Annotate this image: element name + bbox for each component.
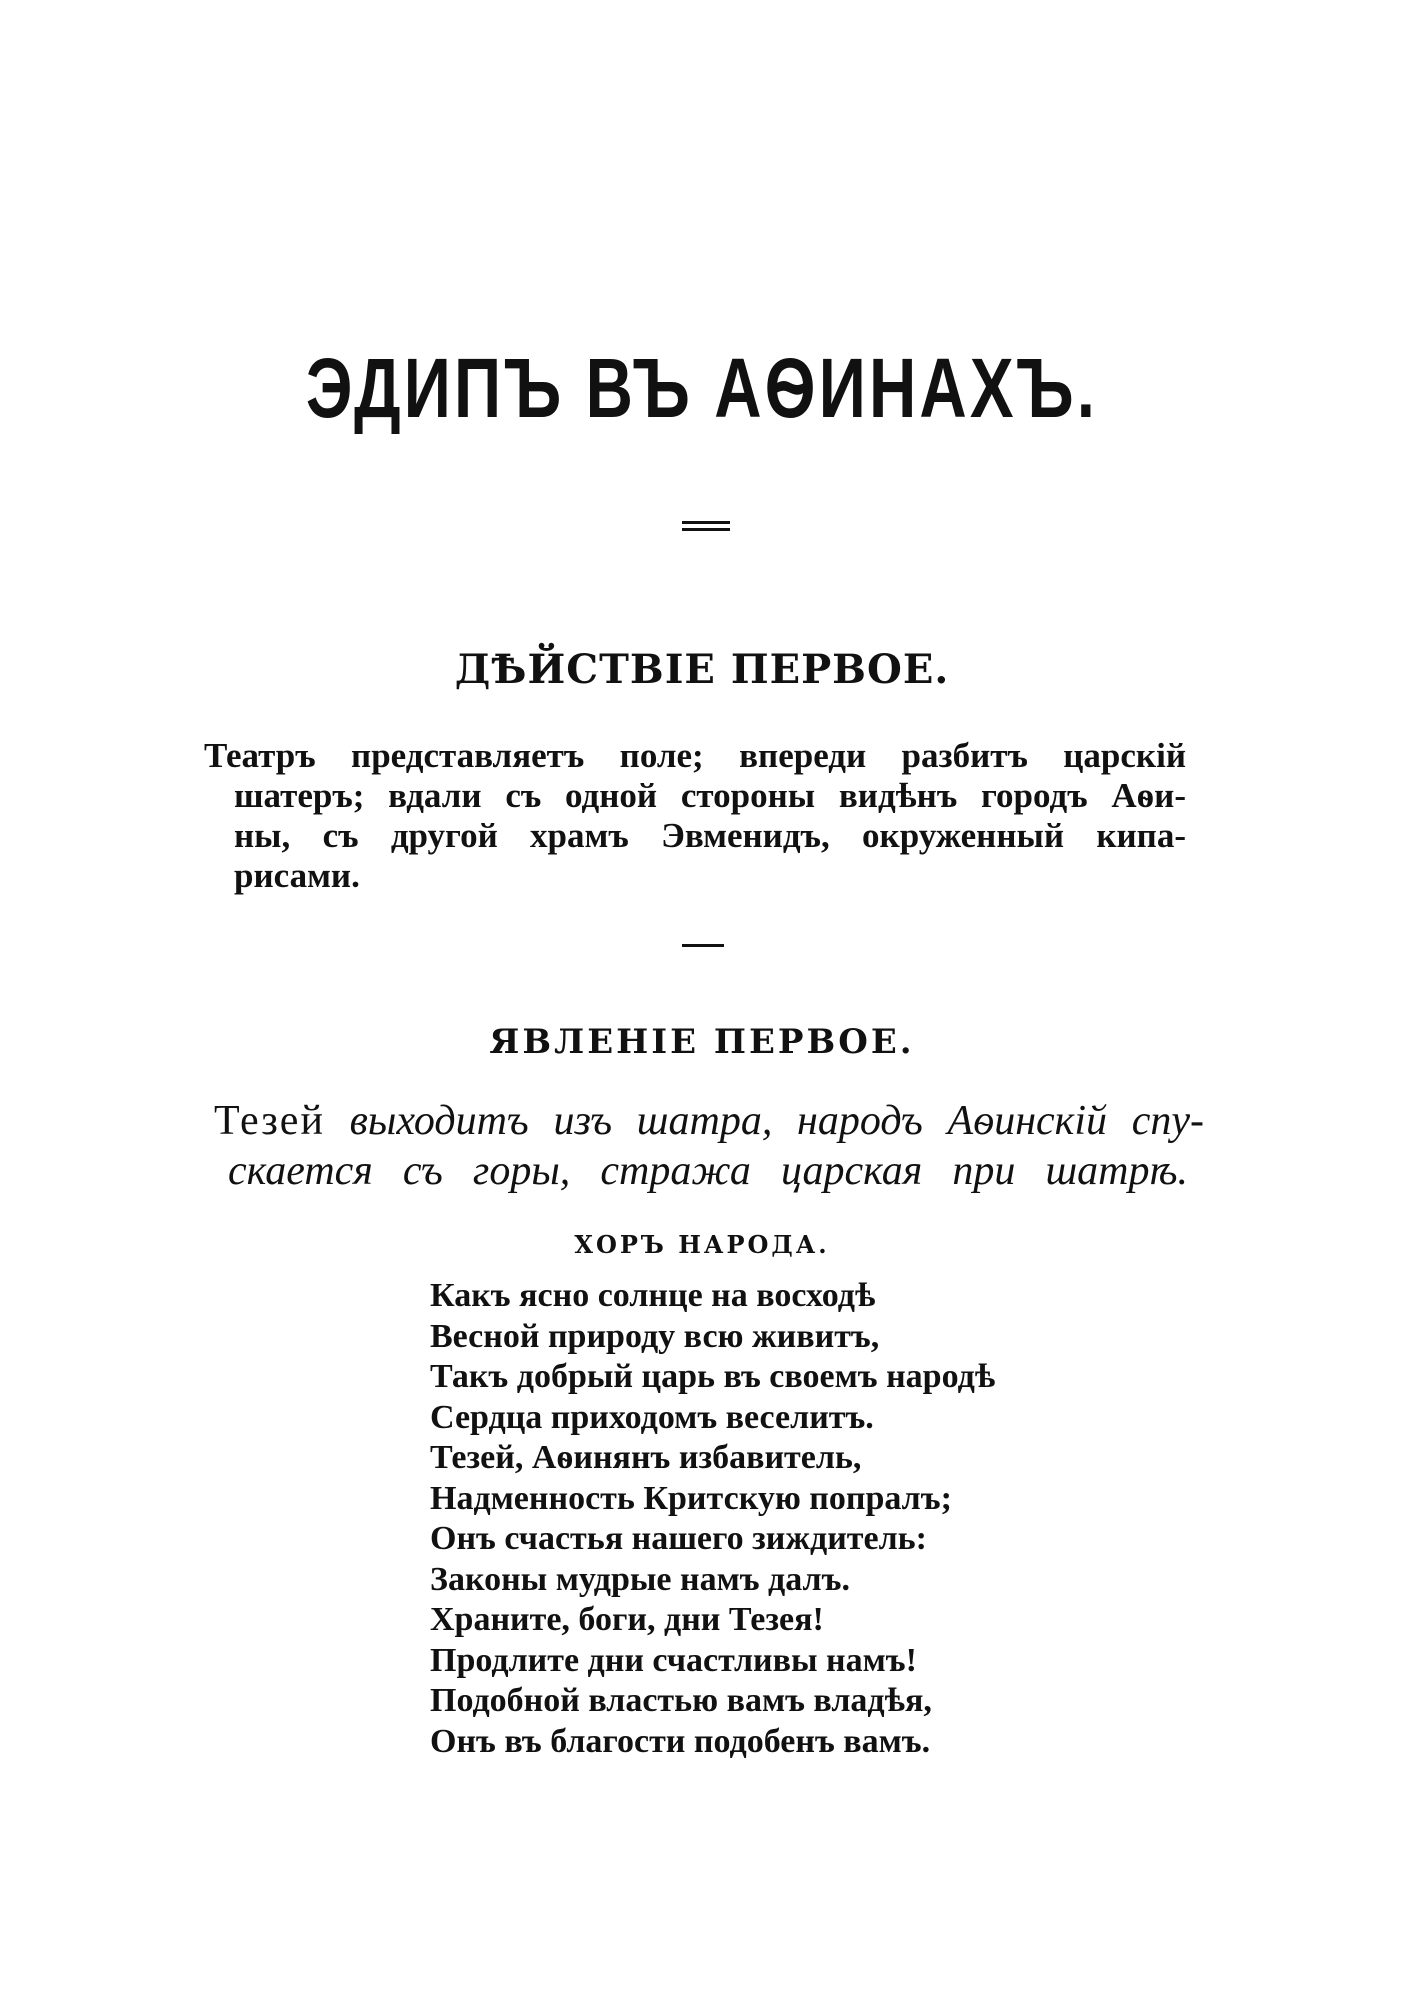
verse-line: Такъ добрый царь въ своемъ народѣ xyxy=(430,1358,996,1395)
verse-line: Храните, боги, дни Тезея! xyxy=(430,1601,824,1638)
act-heading: ДѢЙСТВІЕ ПЕРВОЕ. xyxy=(454,646,950,693)
verse-line: Продлите дни счастливы намъ! xyxy=(430,1641,917,1679)
stage-direction xyxy=(204,736,1204,896)
scene-direction-line xyxy=(214,1096,1204,1146)
character-name: Тезей xyxy=(214,1098,325,1144)
verse-line: Тезей, Аѳинянъ избавитель, xyxy=(430,1439,862,1476)
scene-direction xyxy=(214,1096,1204,1196)
stage-direction-line: шатеръ; вдали съ одной стороны видѣнъ городъ Аѳи- xyxy=(234,776,1186,815)
verse-line: Сердца приходомъ веселитъ. xyxy=(430,1398,874,1436)
stage-direction-line: рисами. xyxy=(234,856,360,895)
short-rule-divider xyxy=(682,944,724,947)
verse-line: Законы мудрые намъ далъ. xyxy=(430,1560,850,1598)
chorus-verse xyxy=(430,1276,1130,1762)
double-rule-divider xyxy=(682,521,730,531)
scene-direction-line: скается съ горы, стража царская при шатрѣ. xyxy=(228,1148,1188,1194)
verse-line: Подобной властью вамъ владѣя, xyxy=(430,1682,932,1719)
verse-line: Онъ въ благости подобенъ вамъ. xyxy=(430,1722,931,1760)
chorus-label: ХОРЪ НАРОДА. xyxy=(574,1230,830,1259)
scene-heading: ЯВЛЕНІЕ ПЕРВОЕ. xyxy=(489,1022,915,1062)
verse-line: Какъ ясно солнце на восходѣ xyxy=(430,1277,876,1314)
verse-line: Онъ счастья нашего зиждитель: xyxy=(430,1520,927,1557)
verse-line: Весной природу всю живитъ, xyxy=(430,1317,880,1355)
verse-line: Надменность Критскую попралъ; xyxy=(430,1479,952,1517)
scene-direction-text: выходитъ изъ шатра, народъ Аѳинскій спу- xyxy=(349,1098,1204,1144)
play-title: ЭДИПЪ ВЪ АѲИНАХЪ. xyxy=(305,341,1099,435)
stage-direction-line: ны, съ другой храмъ Эвменидъ, окруженный кипа- xyxy=(234,816,1186,855)
stage-direction-line: Театръ представляетъ поле; впереди разбитъ царскій xyxy=(204,736,1186,775)
